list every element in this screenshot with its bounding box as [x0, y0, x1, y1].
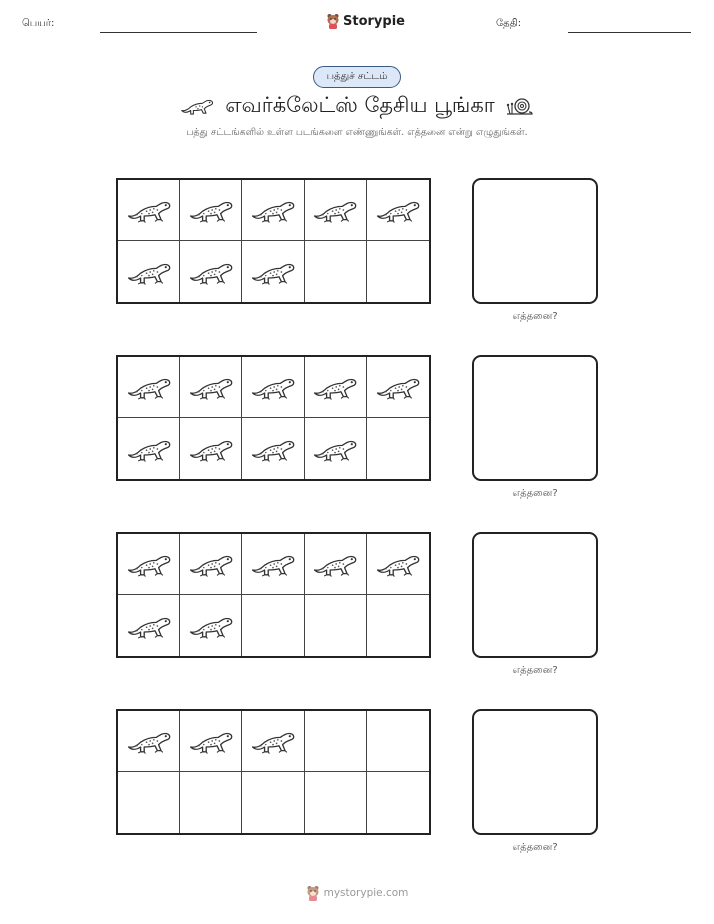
snail-icon	[505, 94, 535, 118]
ten-frame-cell	[118, 241, 180, 302]
ten-frame-cell	[367, 534, 429, 595]
lizard-icon	[249, 546, 297, 582]
ten-frame-cell	[118, 595, 180, 656]
ten-frame-cell	[305, 711, 367, 772]
ten-frame-cell	[367, 711, 429, 772]
badge-label: பத்துச் சட்டம்	[326, 71, 388, 82]
date-line[interactable]	[568, 32, 691, 33]
lizard-icon	[125, 431, 173, 467]
ten-frame-cell	[367, 418, 429, 479]
brand-logo	[326, 13, 405, 29]
ten-frame-cell	[242, 418, 304, 479]
worksheet-type-badge	[313, 66, 401, 88]
ten-frame-2	[116, 355, 431, 481]
ten-frame-cell	[242, 595, 304, 656]
ten-frame-cell	[305, 534, 367, 595]
storypie-mascot-icon	[306, 885, 320, 901]
answer-box-1[interactable]	[472, 178, 598, 304]
ten-frame-cell	[305, 595, 367, 656]
answer-box-3[interactable]	[472, 532, 598, 658]
lizard-icon	[311, 546, 359, 582]
ten-frame-cell	[180, 711, 242, 772]
ten-frame-cell	[367, 595, 429, 656]
ten-frame-cell	[180, 357, 242, 418]
lizard-icon	[374, 192, 422, 228]
lizard-icon	[125, 546, 173, 582]
ten-frame-cell	[367, 180, 429, 241]
ten-frame-cell	[180, 241, 242, 302]
lizard-icon	[374, 546, 422, 582]
lizard-icon	[125, 608, 173, 644]
ten-frame-cell	[118, 534, 180, 595]
lizard-icon	[374, 369, 422, 405]
answer-box-2[interactable]	[472, 355, 598, 481]
footer-url: mystorypie.com	[323, 887, 409, 899]
ten-frame-cell	[367, 241, 429, 302]
lizard-icon	[125, 369, 173, 405]
lizard-icon	[249, 369, 297, 405]
ten-frame-cell	[180, 595, 242, 656]
answer-prompt-3: எத்தனை?	[512, 665, 558, 676]
page-title: எவர்க்லேட்ஸ் தேசிய பூங்கா	[225, 92, 495, 117]
name-label: பெயர்:	[22, 18, 55, 29]
ten-frame-cell	[242, 180, 304, 241]
ten-frame-cell	[305, 180, 367, 241]
ten-frame-cell	[305, 772, 367, 833]
lizard-icon	[249, 192, 297, 228]
ten-frame-cell	[242, 534, 304, 595]
brand-name: Storypie	[343, 13, 405, 29]
ten-frame-cell	[242, 772, 304, 833]
lizard-icon	[125, 723, 173, 759]
lizard-icon	[311, 192, 359, 228]
name-line[interactable]	[100, 32, 257, 33]
lizard-icon	[179, 93, 215, 119]
ten-frame-cell	[118, 357, 180, 418]
ten-frame-cell	[180, 180, 242, 241]
lizard-icon	[187, 254, 235, 290]
ten-frame-cell	[242, 711, 304, 772]
ten-frame-cell	[118, 180, 180, 241]
answer-prompt-1: எத்தனை?	[512, 311, 558, 322]
ten-frame-4	[116, 709, 431, 835]
lizard-icon	[187, 608, 235, 644]
lizard-icon	[187, 431, 235, 467]
lizard-icon	[187, 723, 235, 759]
lizard-icon	[249, 723, 297, 759]
answer-box-4[interactable]	[472, 709, 598, 835]
ten-frame-cell	[118, 418, 180, 479]
ten-frame-cell	[180, 418, 242, 479]
instruction-text: பத்து சட்டங்களில் உள்ள படங்களை எண்ணுங்கள். எத்தனை என்று எழுதுங்கள்.	[186, 127, 528, 138]
ten-frame-cell	[118, 772, 180, 833]
answer-prompt-2: எத்தனை?	[512, 488, 558, 499]
lizard-icon	[187, 369, 235, 405]
storypie-mascot-icon	[326, 13, 340, 29]
ten-frame-1	[116, 178, 431, 304]
lizard-icon	[311, 369, 359, 405]
lizard-icon	[187, 192, 235, 228]
ten-frame-cell	[305, 418, 367, 479]
ten-frame-cell	[118, 711, 180, 772]
lizard-icon	[311, 431, 359, 467]
date-label: தேதி:	[496, 18, 522, 29]
title-row	[0, 88, 714, 124]
ten-frame-cell	[305, 357, 367, 418]
lizard-icon	[125, 192, 173, 228]
ten-frame-cell	[367, 357, 429, 418]
ten-frame-cell	[242, 241, 304, 302]
ten-frame-cell	[305, 241, 367, 302]
lizard-icon	[249, 254, 297, 290]
ten-frame-cell	[180, 772, 242, 833]
ten-frame-cell	[242, 357, 304, 418]
lizard-icon	[187, 546, 235, 582]
footer	[0, 885, 714, 901]
ten-frame-cell	[180, 534, 242, 595]
ten-frame-3	[116, 532, 431, 658]
lizard-icon	[125, 254, 173, 290]
ten-frame-cell	[367, 772, 429, 833]
answer-prompt-4: எத்தனை?	[512, 842, 558, 853]
lizard-icon	[249, 431, 297, 467]
